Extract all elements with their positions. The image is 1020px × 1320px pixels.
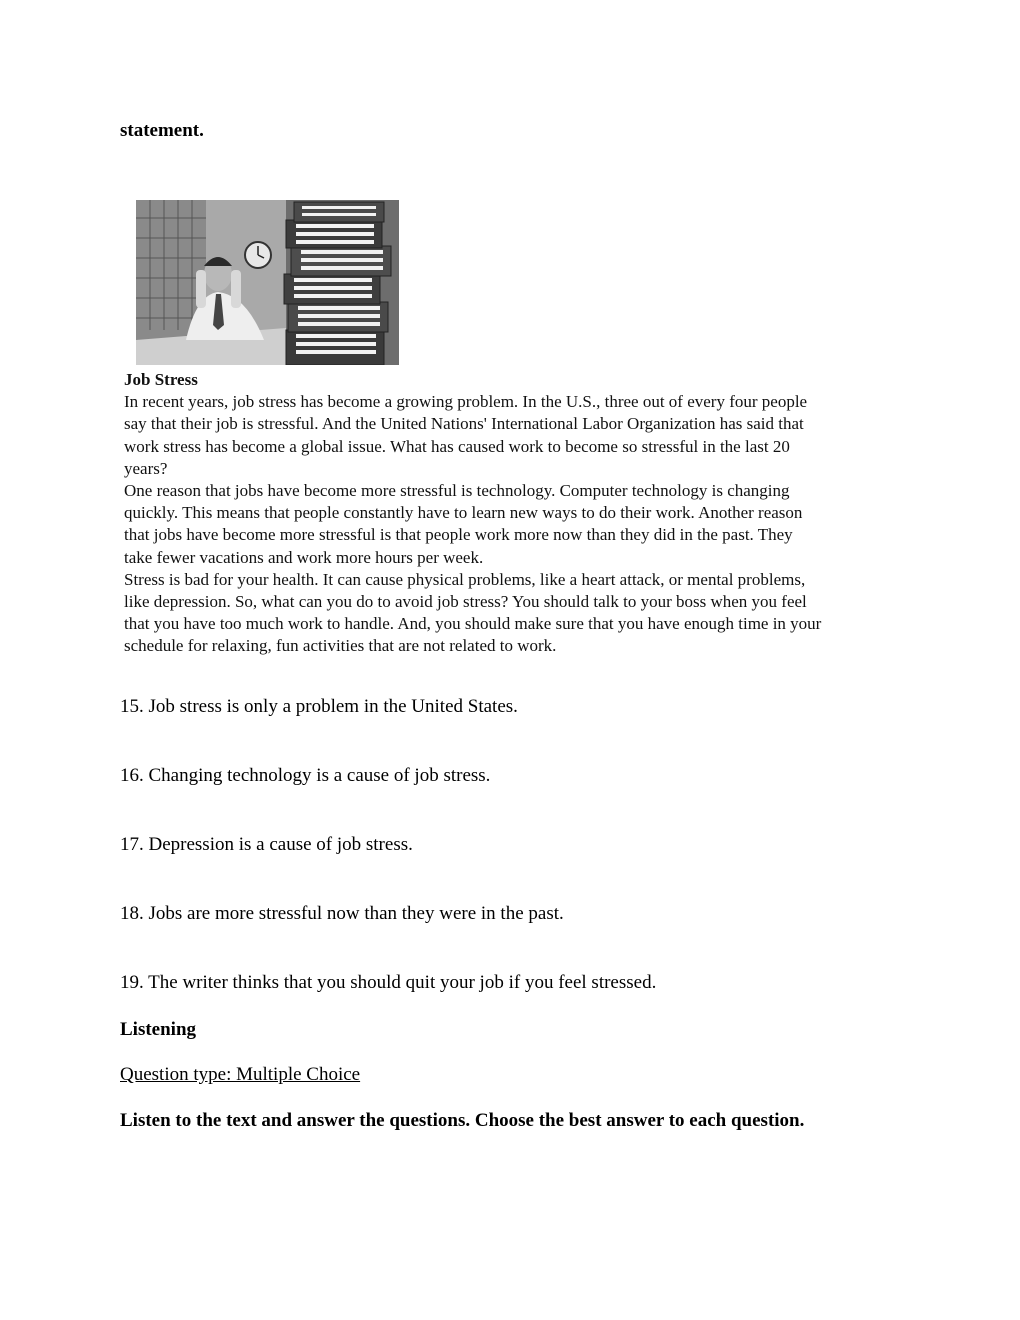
question-18: 18. Jobs are more stressful now than they were in the past.	[120, 903, 564, 924]
question-17: 17. Depression is a cause of job stress.	[120, 834, 413, 855]
passage-paragraph: Stress is bad for your health. It can cause physical problems, like a heart attack, or mental problems, like depression. So, what can you do to avoid job stress? You should talk to your boss when you feel that you have too much work to handle. And, you should make sure that you have enough time in your schedule for relaxing, fun activities that are not related to work.	[124, 569, 822, 656]
listening-heading: Listening	[120, 1019, 197, 1040]
question-type-label: Question type: Multiple Choice	[120, 1064, 361, 1085]
question-15: 15. Job stress is only a problem in the United States.	[120, 696, 518, 717]
passage-title: Job Stress	[124, 370, 198, 389]
stressed-worker-photo	[136, 200, 399, 365]
listening-instructions: Listen to the text and answer the questions. Choose the best answer to each question.	[120, 1110, 805, 1131]
passage-paragraph: In recent years, job stress has become a growing problem. In the U.S., three out of every four people say that their job is stressful. And the United Nations' International Labor Organization has said that work stress has become a global issue. What has caused work to become so stressful in the last 20 years?	[124, 392, 808, 478]
question-19: 19. The writer thinks that you should quit your job if you feel stressed.	[120, 972, 657, 993]
question-16: 16. Changing technology is a cause of job stress.	[120, 765, 491, 786]
lead-text: statement.	[120, 120, 204, 141]
reading-passage	[124, 369, 824, 658]
passage-paragraph: One reason that jobs have become more stressful is technology. Computer technology is changing quickly. This means that people constantly have to learn new ways to do their work. Another reason that jobs have become more stressful is that people work more now than they did in the past. They take fewer vacations and work more hours per week.	[124, 481, 803, 567]
